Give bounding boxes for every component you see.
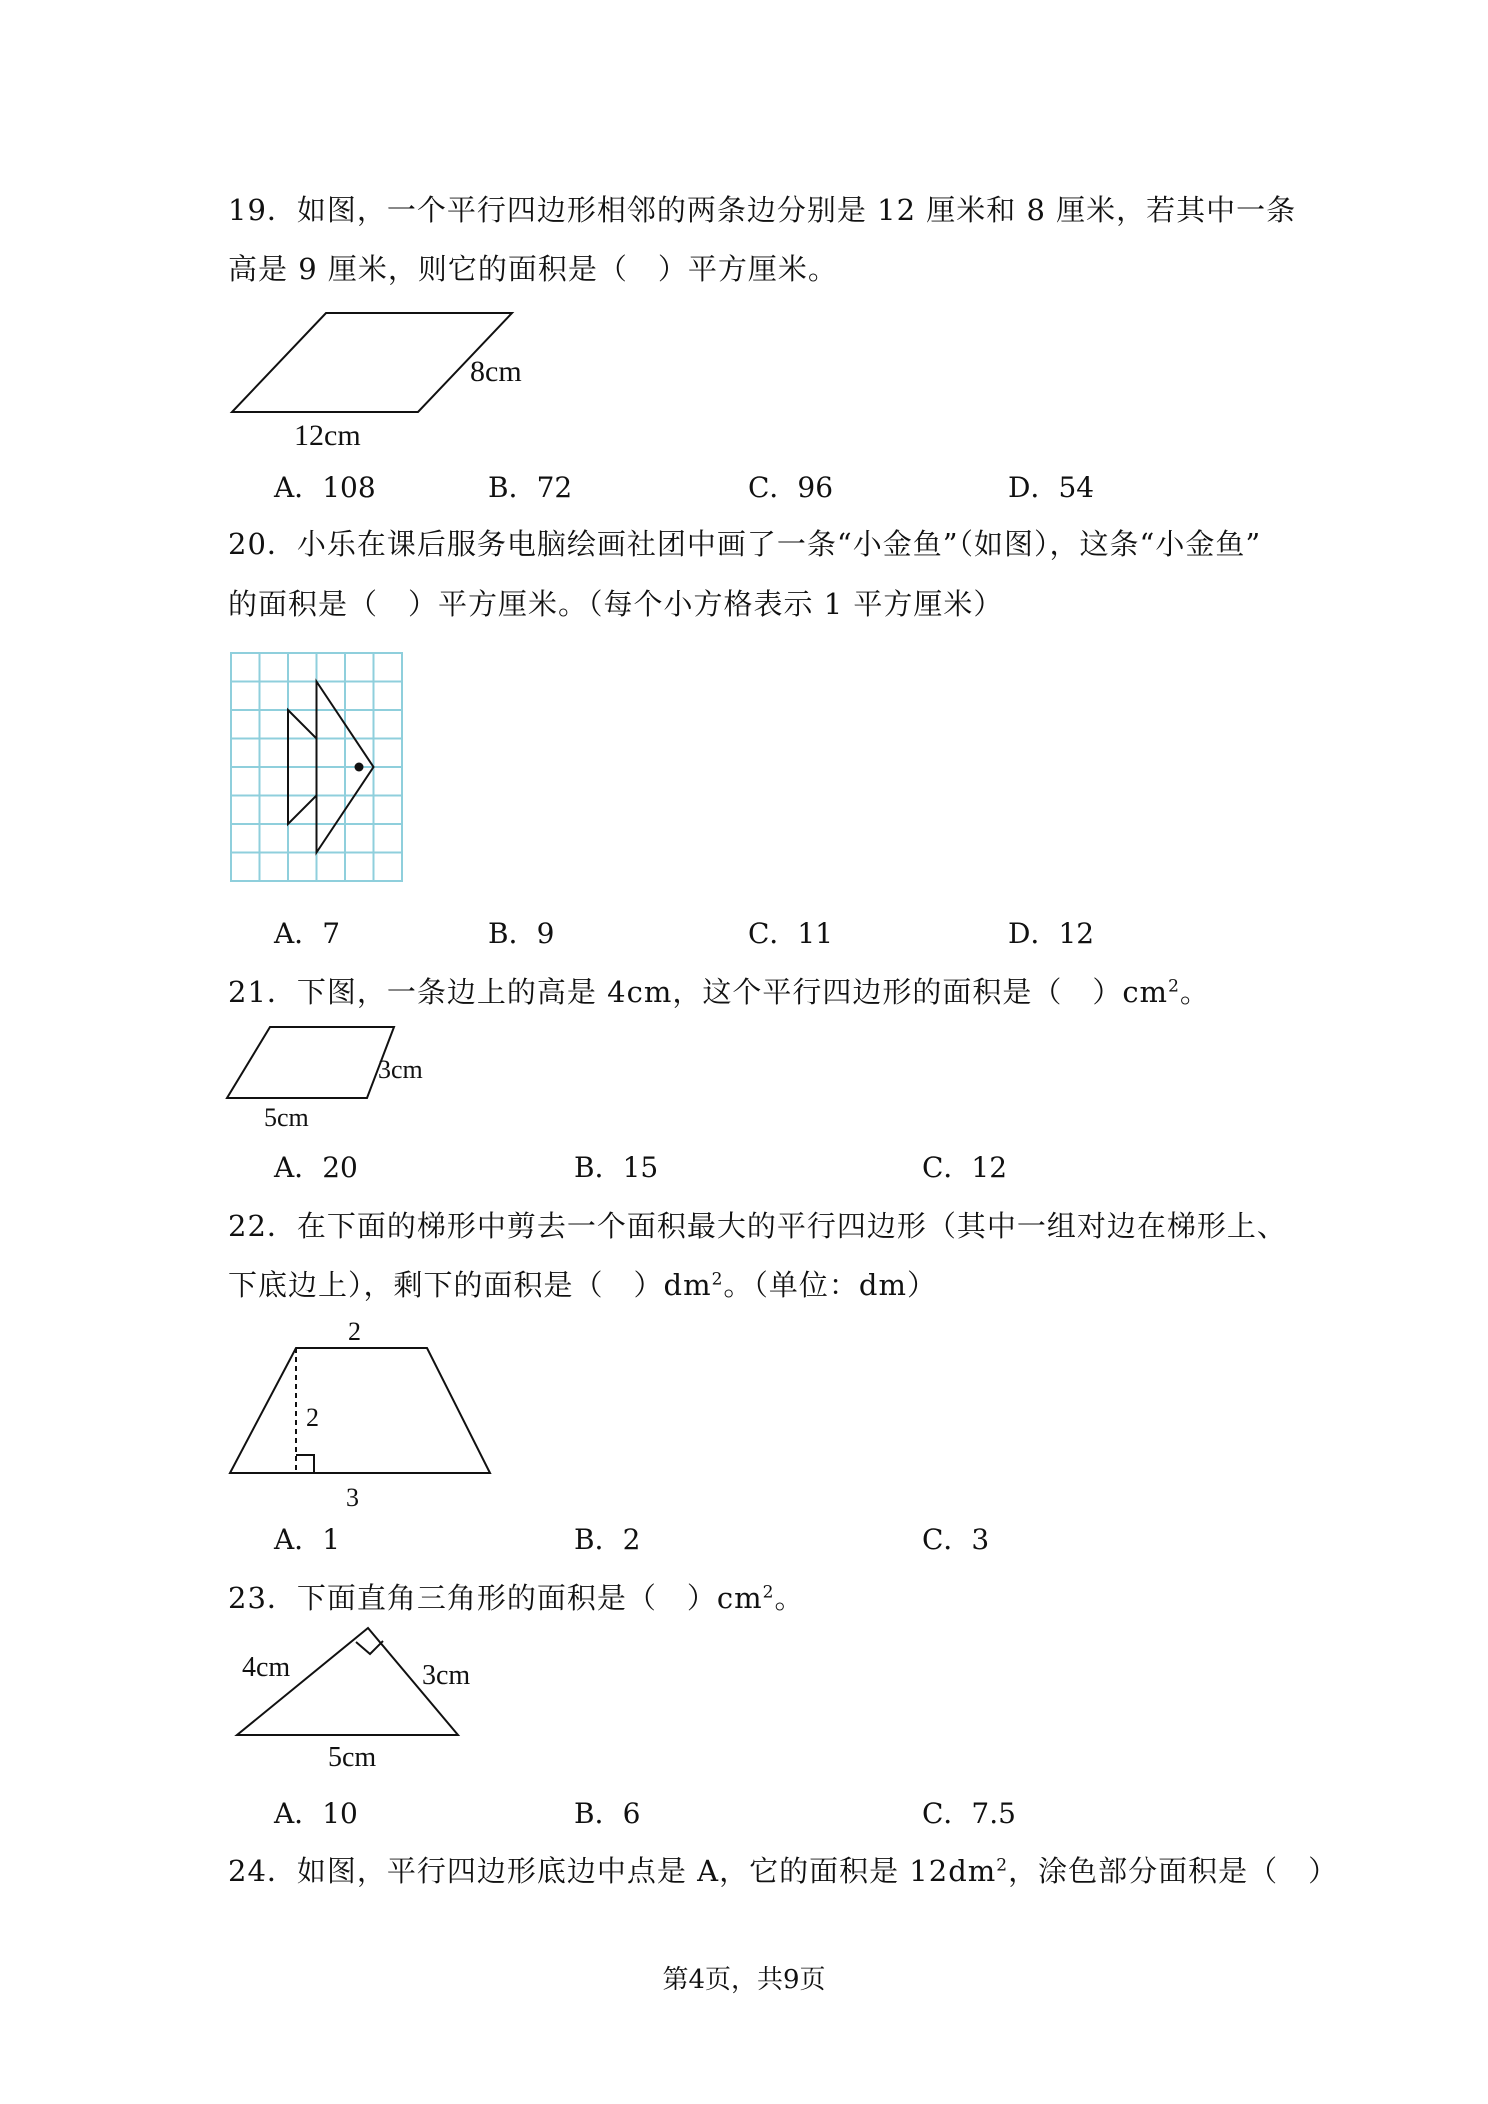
q22-line1: 22．在下面的梯形中剪去一个面积最大的平行四边形（其中一组对边在梯形上、 bbox=[228, 1209, 1287, 1243]
q23-options bbox=[0, 1794, 1488, 1834]
q19-side-label: 8cm bbox=[470, 355, 522, 388]
q19-option-b[interactable]: B．72 bbox=[488, 471, 573, 504]
q22-trapezoid-figure bbox=[222, 1316, 502, 1512]
q21-line1: 21．下图，一条边上的高是 4cm，这个平行四边形的面积是（ ）$cm^2$。 bbox=[228, 975, 1210, 1009]
q23-right-angle-mark bbox=[356, 1641, 383, 1654]
q20-option-c[interactable]: C．11 bbox=[748, 917, 834, 950]
q20-fish-eye bbox=[355, 763, 364, 772]
q22-option-c[interactable]: C．3 bbox=[922, 1523, 990, 1556]
q23-option-a[interactable]: A．10 bbox=[274, 1797, 358, 1830]
q22-height-label: 2 bbox=[306, 1403, 319, 1432]
q20-option-d[interactable]: D．12 bbox=[1008, 917, 1095, 950]
q20-line1: 20．小乐在课后服务电脑绘画社团中画了一条“小金鱼”（如图），这条“小金鱼” bbox=[228, 527, 1262, 561]
q21-options bbox=[0, 1148, 1488, 1188]
q19-line2: 高是 9 厘米，则它的面积是（ ）平方厘米。 bbox=[228, 252, 838, 286]
q19-parallelogram-figure bbox=[222, 305, 552, 455]
q22-option-a[interactable]: A．1 bbox=[274, 1523, 341, 1556]
q19-option-d[interactable]: D．54 bbox=[1008, 471, 1095, 504]
q24-line1: 24．如图，平行四边形底边中点是 A，它的面积是 $12dm^2$，涂色部分面积是（ ） bbox=[228, 1854, 1339, 1888]
q19-option-a[interactable]: A．108 bbox=[274, 471, 376, 504]
q23-triangle-figure bbox=[222, 1620, 502, 1770]
q22-trapezoid bbox=[230, 1348, 490, 1473]
q23-option-c[interactable]: C．7.5 bbox=[922, 1797, 1016, 1830]
q23-line1: 23．下面直角三角形的面积是（ ）$cm^2$。 bbox=[228, 1581, 805, 1615]
q19-base-label: 12cm bbox=[294, 419, 361, 452]
q21-parallelogram bbox=[227, 1027, 394, 1098]
q21-side-label: 3cm bbox=[378, 1055, 423, 1084]
page-footer: 第4页，共9页 bbox=[662, 1965, 826, 1995]
q20-goldfish-grid-figure bbox=[228, 650, 408, 886]
q20-option-b[interactable]: B．9 bbox=[488, 917, 555, 950]
q20-option-a[interactable]: A．7 bbox=[274, 917, 341, 950]
q22-bottom-label: 3 bbox=[346, 1483, 359, 1512]
q22-top-label: 2 bbox=[348, 1317, 361, 1346]
q23-right-leg-label: 3cm bbox=[422, 1660, 471, 1691]
q19-options bbox=[0, 468, 1488, 508]
q23-option-b[interactable]: B．6 bbox=[574, 1797, 641, 1830]
q19-line1: 19．如图，一个平行四边形相邻的两条边分别是 12 厘米和 8 厘米，若其中一条 bbox=[228, 193, 1297, 227]
q21-base-label: 5cm bbox=[264, 1103, 309, 1130]
q23-hyp-label: 5cm bbox=[328, 1742, 377, 1770]
q22-line2: 下底边上），剩下的面积是（ ）$dm^2$。（单位：dm） bbox=[228, 1268, 937, 1302]
q21-option-c[interactable]: C．12 bbox=[922, 1151, 1008, 1184]
q22-options bbox=[0, 1520, 1488, 1560]
q21-option-a[interactable]: A．20 bbox=[274, 1151, 358, 1184]
q20-line2: 的面积是（ ）平方厘米。（每个小方格表示 1 平方厘米） bbox=[228, 587, 1004, 621]
q21-parallelogram-figure bbox=[222, 1018, 442, 1130]
q20-options bbox=[0, 914, 1488, 954]
q22-option-b[interactable]: B．2 bbox=[574, 1523, 641, 1556]
q23-left-leg-label: 4cm bbox=[242, 1652, 291, 1683]
q22-right-angle-mark bbox=[296, 1455, 314, 1473]
q21-option-b[interactable]: B．15 bbox=[574, 1151, 659, 1184]
q19-option-c[interactable]: C．96 bbox=[748, 471, 834, 504]
